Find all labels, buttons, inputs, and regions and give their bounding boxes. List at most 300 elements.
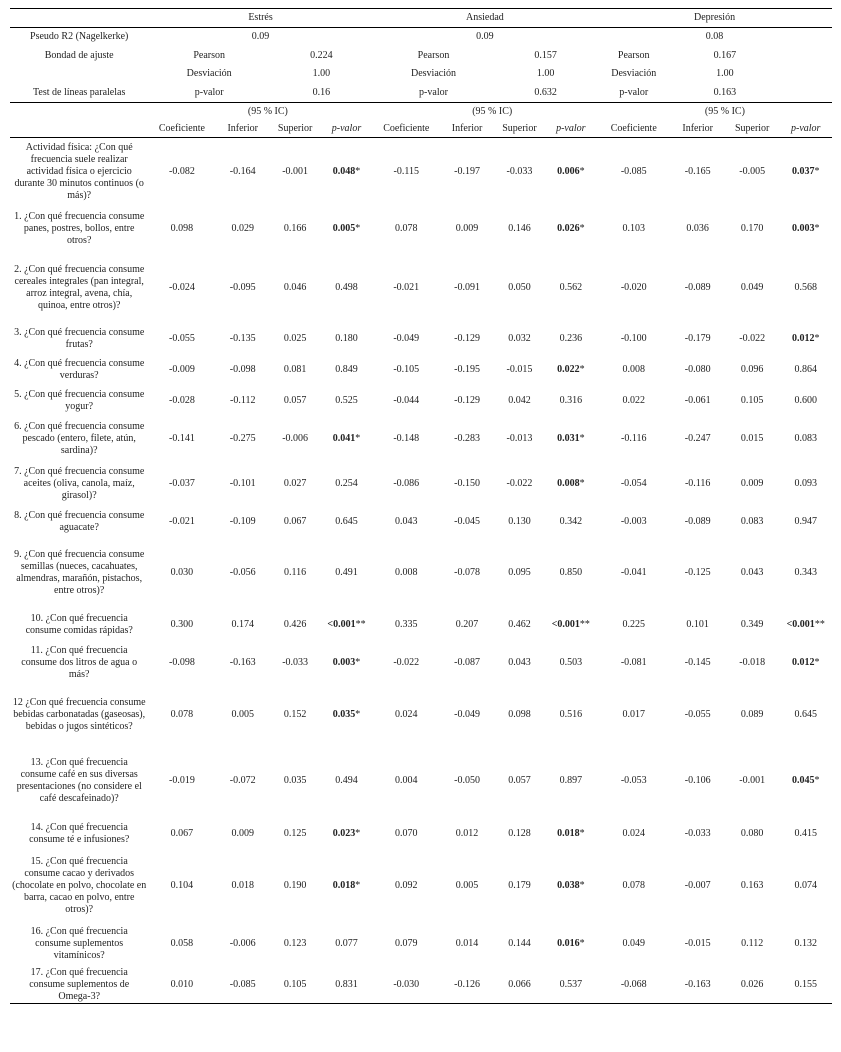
p-valor-cell (320, 537, 372, 610)
pseudo-r2-label: Pseudo R2 (Nagelkerke) (30, 31, 129, 43)
superior-cell: 0.027 (283, 478, 307, 489)
coeficiente-cell: -0.028 (169, 395, 195, 406)
pearson-label: Pearson (417, 49, 450, 61)
pvalor-label: p-valor (373, 84, 495, 103)
inferior-cell: -0.275 (229, 433, 256, 444)
table-row (10, 417, 832, 462)
superior-cell: 0.066 (494, 967, 544, 1004)
p-valor-value: 0.600 (794, 395, 817, 406)
table-row (10, 922, 832, 967)
p-valor-cell (545, 850, 597, 922)
p-valor-cell (320, 610, 372, 641)
significance-marker: * (355, 223, 361, 234)
coeficiente-cell: -0.082 (169, 165, 195, 177)
column-header: Inferior (670, 120, 725, 138)
column-header: Superior (494, 120, 544, 138)
superior-cell: -0.013 (506, 433, 533, 444)
table-row (10, 507, 832, 537)
inferior-cell: -0.283 (454, 433, 480, 444)
pseudo-r2-ansiedad: 0.09 (476, 31, 494, 43)
p-valor-value: 0.491 (335, 567, 358, 578)
coeficiente-cell: -0.116 (621, 433, 647, 444)
p-valor-cell (779, 206, 832, 253)
significance-marker: * (355, 708, 361, 720)
superior-cell: 0.123 (283, 938, 307, 949)
p-valor-value: 0.012 (791, 332, 815, 344)
superior-cell: 0.083 (740, 515, 764, 527)
coeficiente-cell: -0.021 (169, 515, 195, 527)
p-valor-value: 0.645 (794, 708, 817, 720)
superior-cell: 0.096 (740, 364, 764, 375)
inferior-cell: -0.033 (684, 828, 711, 839)
p-valor-value: <0.001 (786, 619, 815, 630)
coeficiente-cell: 0.092 (395, 879, 418, 891)
superior-cell: 0.015 (740, 433, 764, 444)
test-label: Test de líneas paralelas (10, 84, 148, 103)
coeficiente-cell: -0.030 (373, 967, 440, 1004)
table-row (10, 744, 832, 819)
superior-cell: 0.057 (508, 775, 531, 786)
ic-row (10, 103, 832, 121)
p-valor-cell (545, 922, 597, 967)
p-valor-cell (320, 253, 372, 323)
coeficiente-cell: -0.054 (620, 478, 647, 489)
p-valor-value: 0.864 (794, 364, 817, 375)
p-valor-value: 0.074 (794, 879, 817, 891)
table-row (10, 537, 832, 610)
inferior-cell: -0.085 (215, 967, 270, 1004)
p-valor-value: 0.947 (794, 515, 817, 527)
inferior-cell: -0.095 (229, 281, 256, 293)
desviacion-label: Desviación (411, 68, 456, 80)
inferior-cell: -0.006 (229, 938, 256, 949)
significance-marker: * (579, 938, 585, 949)
p-valor-cell (320, 507, 372, 537)
p-valor-value: 0.254 (335, 478, 358, 489)
question-label: 8. ¿Con qué frecuencia consume aguacate? (14, 509, 145, 533)
superior-cell: -0.006 (282, 433, 309, 444)
column-header: Coeficiente (597, 120, 670, 138)
p-valor-value: 0.498 (335, 281, 358, 293)
coeficiente-cell: 0.098 (170, 223, 194, 234)
superior-cell: 0.050 (508, 281, 531, 293)
p-valor-value: 0.537 (559, 978, 583, 990)
desviacion-label: Desviación (611, 68, 657, 80)
inferior-cell: -0.087 (454, 657, 480, 668)
p-valor-value: 0.006 (557, 165, 580, 177)
coeficiente-cell: 0.024 (395, 708, 418, 720)
pvalor-label: p-valor (148, 84, 270, 103)
coeficiente-cell: 0.024 (622, 828, 645, 839)
superior-cell: 0.112 (741, 938, 764, 949)
p-valor-value: 0.023 (332, 828, 356, 839)
superior-cell: 0.098 (508, 708, 531, 720)
column-header: p-valor (545, 120, 597, 138)
coeficiente-cell: -0.053 (620, 775, 647, 786)
column-header: Inferior (215, 120, 270, 138)
p-valor-cell (545, 744, 597, 819)
inferior-cell: 0.018 (231, 879, 254, 891)
superior-cell: 0.130 (508, 515, 531, 527)
table-row (10, 355, 832, 386)
pseudo-r2-row (10, 28, 832, 47)
p-valor-cell (545, 138, 597, 206)
significance-marker: * (579, 165, 585, 177)
column-header: Inferior (440, 120, 495, 138)
superior-cell: 0.089 (740, 708, 764, 720)
test-p-depresion: 0.163 (670, 84, 779, 103)
superior-cell: 0.043 (740, 567, 764, 578)
p-valor-value: 0.850 (559, 567, 583, 578)
p-valor-value: 0.342 (559, 515, 583, 527)
question-label: 9. ¿Con qué frecuencia consume semillas (nueces, cacahuates, almendras, marañón, pistachos, entre otros)? (14, 549, 145, 596)
coeficiente-cell: -0.081 (620, 657, 647, 668)
inferior-cell: -0.163 (229, 657, 256, 668)
significance-marker: * (355, 879, 361, 891)
inferior-cell: 0.036 (686, 223, 709, 234)
superior-cell: 0.179 (508, 879, 531, 891)
inferior-cell: -0.101 (229, 478, 256, 489)
question-label: Actividad física: ¿Con qué frecuencia suele realizar actividad física o ejercicio durante 30 minutos continuos (o más)? (14, 141, 144, 201)
test-p-estres: 0.16 (270, 84, 373, 103)
p-valor-cell (545, 537, 597, 610)
coeficiente-cell: 0.004 (395, 775, 418, 786)
coeficiente-cell: 0.049 (622, 938, 645, 949)
desviacion-row (10, 65, 832, 84)
inferior-cell: -0.015 (684, 938, 711, 949)
inferior-cell: -0.163 (670, 967, 725, 1004)
p-valor-value: 0.083 (794, 433, 817, 444)
p-valor-value: 0.037 (791, 165, 815, 177)
p-valor-value: 0.031 (557, 433, 580, 444)
table-row (10, 686, 832, 744)
significance-marker: * (814, 165, 820, 177)
significance-marker: * (814, 332, 820, 344)
question-label: 16. ¿Con qué frecuencia consume suplementos vitamínicos? (30, 926, 128, 961)
p-valor-cell (779, 386, 832, 417)
inferior-cell: 0.005 (455, 879, 479, 891)
superior-cell: 0.025 (283, 332, 307, 344)
inferior-cell: 0.029 (231, 223, 254, 234)
coeficiente-cell: -0.049 (393, 332, 420, 344)
superior-cell: 0.046 (283, 281, 307, 293)
inferior-cell: -0.165 (684, 165, 711, 177)
p-valor-cell (545, 507, 597, 537)
p-valor-cell (320, 850, 372, 922)
group-header-depresion: Depresión (597, 9, 832, 28)
coeficiente-cell: 0.070 (395, 828, 418, 839)
group-header-estres: Estrés (148, 9, 372, 28)
column-header: p-valor (320, 120, 372, 138)
p-valor-cell (779, 819, 832, 850)
p-valor-value: 0.415 (794, 828, 817, 839)
coeficiente-cell: -0.115 (393, 165, 419, 177)
significance-marker: * (814, 775, 820, 786)
p-valor-cell (320, 355, 372, 386)
desviacion-ansiedad: 1.00 (536, 68, 555, 80)
coeficiente-cell: -0.009 (169, 364, 195, 375)
desviacion-depresion: 1.00 (716, 68, 734, 80)
p-valor-value: 0.018 (332, 879, 356, 891)
inferior-cell: -0.080 (684, 364, 711, 375)
superior-cell: 0.125 (283, 828, 307, 839)
significance-marker: ** (579, 619, 590, 630)
superior-cell: -0.001 (739, 775, 766, 786)
coeficiente-cell: 0.225 (622, 619, 645, 630)
p-valor-value: 0.035 (332, 708, 356, 720)
pearson-label: Pearson (617, 49, 650, 61)
p-valor-cell (779, 686, 832, 744)
inferior-cell: 0.014 (455, 938, 479, 949)
column-header: p-valor (779, 120, 832, 138)
p-valor-cell (779, 641, 832, 686)
superior-cell: 0.144 (508, 938, 531, 949)
p-valor-value: 0.026 (557, 223, 580, 234)
p-valor-cell (320, 641, 372, 686)
p-valor-value: 0.562 (559, 281, 583, 293)
p-valor-value: <0.001 (327, 619, 356, 630)
p-valor-cell (779, 323, 832, 355)
coeficiente-cell: 0.022 (622, 395, 645, 406)
coeficiente-cell: 0.067 (170, 828, 194, 839)
question-label: 6. ¿Con qué frecuencia consume pescado (entero, filete, atún, sardina)? (14, 421, 145, 456)
superior-cell: -0.005 (739, 165, 766, 177)
table-row (10, 462, 832, 507)
bondad-label: Bondad de ajuste (44, 49, 114, 61)
superior-cell: 0.067 (283, 515, 307, 527)
question-label: 10. ¿Con qué frecuencia consume comidas rápidas? (25, 613, 133, 636)
coeficiente-cell: -0.041 (620, 567, 647, 578)
coeficiente-cell: 0.078 (395, 223, 418, 234)
group-header-row (10, 9, 832, 28)
superior-cell: 0.032 (508, 332, 531, 344)
coeficiente-cell: 0.335 (395, 619, 418, 630)
p-valor-cell (320, 744, 372, 819)
p-valor-cell (545, 462, 597, 507)
table-row (10, 206, 832, 253)
superior-cell: 0.026 (725, 967, 780, 1004)
superior-cell: 0.042 (508, 395, 531, 406)
inferior-cell: -0.125 (684, 567, 711, 578)
superior-cell: 0.057 (283, 395, 307, 406)
significance-marker: * (579, 364, 585, 375)
inferior-cell: -0.072 (229, 775, 256, 786)
p-valor-cell (320, 462, 372, 507)
inferior-cell: -0.056 (229, 567, 256, 578)
significance-marker: * (579, 828, 585, 839)
inferior-cell: -0.195 (454, 364, 480, 375)
p-valor-cell (779, 967, 832, 1004)
coeficiente-cell: 0.078 (622, 879, 645, 891)
coeficiente-cell: -0.141 (169, 433, 195, 444)
coeficiente-cell: 0.103 (622, 223, 645, 234)
p-valor-value: 0.038 (557, 879, 580, 891)
superior-cell: 0.081 (283, 364, 307, 375)
p-valor-value: 0.849 (335, 364, 358, 375)
p-valor-value: 0.022 (557, 364, 580, 375)
p-valor-cell (320, 967, 372, 1004)
question-label: 1. ¿Con qué frecuencia consume panes, postres, bollos, entre otros? (14, 211, 145, 246)
inferior-cell: -0.129 (454, 395, 480, 406)
superior-cell: 0.166 (283, 223, 307, 234)
coeficiente-cell: -0.044 (393, 395, 420, 406)
results-table-container (10, 8, 832, 1004)
question-label: 17. ¿Con qué frecuencia consume suplementos de Omega-3? (10, 967, 148, 1004)
question-label: 11. ¿Con qué frecuencia consume dos litros de agua o más? (21, 645, 138, 680)
p-valor-cell (320, 206, 372, 253)
superior-cell: 0.152 (283, 708, 307, 720)
superior-cell: 0.116 (284, 567, 307, 578)
inferior-cell: -0.106 (684, 775, 711, 786)
p-valor-value: 0.132 (794, 938, 817, 949)
p-valor-cell (779, 462, 832, 507)
question-label: 4. ¿Con qué frecuencia consume verduras? (14, 358, 145, 381)
p-valor-cell (320, 819, 372, 850)
inferior-cell: 0.012 (455, 828, 479, 839)
significance-marker: * (355, 433, 361, 444)
question-label: 2. ¿Con qué frecuencia consume cereales integrales (pan integral, arroz integral, avena, chía, quinoa, entre otros)? (14, 263, 145, 311)
inferior-cell: 0.009 (231, 828, 254, 839)
p-valor-cell (545, 355, 597, 386)
coeficiente-cell: 0.008 (622, 364, 645, 375)
p-valor-value: 0.018 (557, 828, 580, 839)
significance-marker: * (579, 223, 585, 234)
coeficiente-cell: -0.098 (169, 657, 195, 668)
significance-marker: ** (355, 619, 366, 630)
pearson-label: Pearson (193, 49, 225, 61)
inferior-cell: 0.207 (455, 619, 479, 630)
inferior-cell: -0.145 (684, 657, 711, 668)
coeficiente-cell: -0.003 (620, 515, 647, 527)
p-valor-cell (545, 686, 597, 744)
superior-cell: 0.043 (508, 657, 531, 668)
group-header-ansiedad: Ansiedad (373, 9, 597, 28)
significance-marker: * (355, 657, 361, 668)
coeficiente-cell: 0.010 (148, 967, 215, 1004)
superior-cell: 0.163 (740, 879, 764, 891)
coeficiente-cell: 0.078 (170, 708, 194, 720)
inferior-cell: -0.150 (454, 478, 480, 489)
p-valor-cell (545, 253, 597, 323)
inferior-cell: -0.135 (229, 332, 256, 344)
p-valor-cell (545, 641, 597, 686)
coeficiente-cell: 0.104 (170, 879, 194, 891)
coeficiente-cell: 0.079 (395, 938, 418, 949)
question-label: 3. ¿Con qué frecuencia consume frutas? (14, 326, 145, 350)
superior-cell: 0.049 (740, 281, 764, 293)
test-row (10, 84, 832, 103)
column-header-row (10, 120, 832, 138)
coeficiente-cell: -0.021 (393, 281, 420, 293)
p-valor-value: 0.645 (335, 515, 358, 527)
superior-cell: 0.035 (283, 775, 307, 786)
question-label: 13. ¿Con qué frecuencia consume café en sus diversas presentaciones (no considere el café descafeinado)? (16, 757, 142, 804)
superior-cell: 0.105 (740, 395, 764, 406)
inferior-cell: 0.009 (455, 223, 479, 234)
p-valor-cell (545, 610, 597, 641)
coeficiente-cell: -0.022 (393, 657, 420, 668)
significance-marker: * (579, 478, 585, 489)
p-valor-cell (779, 138, 832, 206)
p-valor-cell (779, 922, 832, 967)
regression-results-table (10, 8, 832, 1004)
coeficiente-cell: -0.085 (620, 165, 647, 177)
coeficiente-cell: -0.105 (393, 364, 420, 375)
coeficiente-cell: -0.037 (169, 478, 195, 489)
superior-cell: 0.146 (508, 223, 531, 234)
p-valor-cell (320, 417, 372, 462)
superior-cell: -0.022 (739, 332, 766, 344)
p-valor-value: 0.045 (791, 775, 815, 786)
ic-label-estres: (95 % IC) (247, 105, 288, 117)
table-row (10, 641, 832, 686)
p-valor-cell (779, 850, 832, 922)
p-valor-value: 0.012 (791, 657, 815, 668)
coeficiente-cell: -0.020 (620, 281, 647, 293)
p-valor-value: 0.180 (335, 332, 358, 344)
superior-cell: 0.170 (740, 223, 764, 234)
superior-cell: 0.190 (283, 879, 307, 891)
superior-cell: 0.009 (740, 478, 764, 489)
p-valor-value: 0.005 (332, 223, 356, 234)
p-valor-value: 0.525 (335, 395, 358, 406)
inferior-cell: 0.005 (231, 708, 254, 720)
column-header: Superior (725, 120, 780, 138)
inferior-cell: -0.049 (454, 708, 480, 720)
significance-marker: ** (814, 619, 825, 630)
p-valor-cell (320, 922, 372, 967)
inferior-cell: -0.089 (684, 281, 711, 293)
p-valor-cell (320, 686, 372, 744)
column-header: Coeficiente (148, 120, 215, 138)
coeficiente-cell: -0.024 (169, 281, 195, 293)
coeficiente-cell: -0.148 (393, 433, 420, 444)
inferior-cell: 0.174 (231, 619, 254, 630)
p-valor-cell (320, 386, 372, 417)
table-row (10, 967, 832, 1004)
significance-marker: * (579, 879, 585, 891)
inferior-cell: -0.055 (684, 708, 711, 720)
p-valor-cell (545, 967, 597, 1004)
pseudo-r2-estres: 0.09 (251, 31, 270, 43)
p-valor-value: 0.016 (557, 938, 580, 949)
superior-cell: 0.095 (508, 567, 531, 578)
table-row (10, 610, 832, 641)
inferior-cell: -0.247 (684, 433, 711, 444)
coeficiente-cell: -0.055 (169, 332, 195, 344)
inferior-cell: -0.129 (454, 332, 480, 344)
inferior-cell: -0.061 (684, 395, 711, 406)
table-row (10, 850, 832, 922)
coeficiente-cell: 0.017 (622, 708, 645, 720)
inferior-cell: -0.164 (229, 165, 256, 177)
coeficiente-cell: -0.068 (597, 967, 670, 1004)
p-valor-value: 0.831 (335, 978, 358, 990)
significance-marker: * (814, 657, 820, 668)
p-valor-cell (779, 744, 832, 819)
superior-cell: 0.349 (740, 619, 764, 630)
p-valor-cell (779, 537, 832, 610)
p-valor-cell (779, 355, 832, 386)
pearson-row (10, 47, 832, 66)
question-label: 5. ¿Con qué frecuencia consume yogur? (14, 389, 145, 412)
inferior-cell: -0.045 (454, 515, 480, 527)
inferior-cell: -0.091 (454, 281, 480, 293)
table-row (10, 138, 832, 206)
inferior-cell: -0.098 (229, 364, 256, 375)
p-valor-cell (779, 253, 832, 323)
superior-cell: 0.105 (270, 967, 320, 1004)
